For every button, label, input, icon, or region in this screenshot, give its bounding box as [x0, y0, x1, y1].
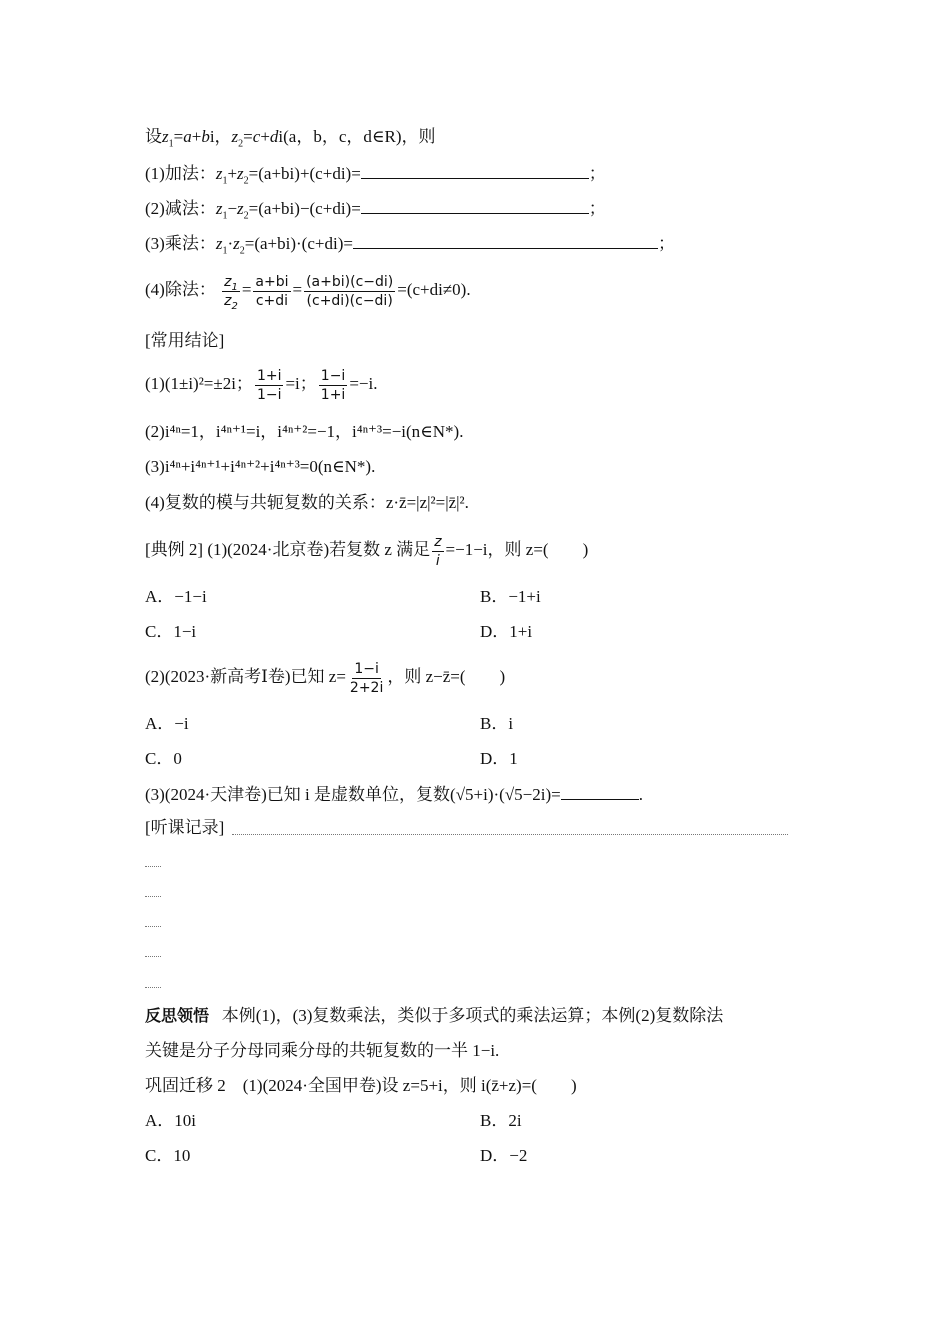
op-sub: (2)减法：$z_1-z_2=(a+bi)-(c+di)=$ ； — [145, 199, 606, 222]
q2-option-c[interactable]: C．0 — [145, 749, 182, 768]
notes-line[interactable] — [145, 987, 161, 988]
fraction-q1: $\frac{z}{i}$ — [434, 533, 442, 569]
c1-r1: =i； — [285, 374, 317, 393]
q2-option-a[interactable]: A．−i — [145, 714, 189, 733]
practice-option-b[interactable]: B．2i — [480, 1111, 522, 1130]
answer-blank[interactable] — [361, 197, 589, 214]
fraction-div-2: $\frac{(a+bi)(c-di)}{(c+di)(c-di)}$ — [306, 273, 394, 309]
q1-tail: =−1−i，则 z=( ) — [445, 540, 589, 559]
intro-setup: (a，b，c，d∈R)，则 — [283, 127, 436, 146]
notes-line[interactable] — [145, 896, 161, 897]
reflection-text-1: 本例(1)，(3)复数乘法，类似于多项式的乘法运算；本例(2)复数除法 — [221, 1006, 724, 1025]
c1-label: (1)(1±i)²=±2i； — [145, 374, 253, 393]
notes-line[interactable] — [145, 866, 161, 867]
q1-option-d[interactable]: D．1+i — [480, 622, 533, 641]
fraction-z1-z2: $\frac{z_1}{z_2}$ — [224, 273, 238, 312]
notes-line[interactable] — [232, 834, 788, 835]
q2-option-b[interactable]: B．i — [480, 714, 514, 733]
q3-tail: . — [638, 785, 643, 804]
fraction-c1-b: $\frac{1-i}{1+i}$ — [320, 367, 346, 403]
op-mul-expr: =(a+bi)·(c+di)= — [244, 234, 353, 253]
intro-lead: 设 — [145, 127, 162, 146]
fraction-q2: $\frac{1-i}{2+2i}$ — [349, 660, 384, 696]
conclusion-3: (3)i⁴ⁿ+i⁴ⁿ⁺¹+i⁴ⁿ⁺²+i⁴ⁿ⁺³=0(n∈N*). — [145, 457, 376, 476]
notes-line[interactable] — [145, 956, 161, 957]
op-div-label: (4)除法： — [145, 280, 216, 299]
op-add-label: (1)加法： — [145, 164, 216, 183]
conclusion-1 — [145, 362, 377, 406]
notes-line[interactable] — [145, 926, 161, 927]
op-mul: (3)乘法：$z_1\cdot z_2=(a+bi)\cdot(c+di)=$ ； — [145, 234, 675, 257]
op-sub-expr: =(a+bi)−(c+di)= — [248, 199, 361, 218]
q1-option-a[interactable]: A．−1−i — [145, 587, 207, 606]
op-div-cond: =(c+di≠0). — [397, 280, 471, 299]
reflection-line-2: 关键是分子分母同乘分母的共轭复数的一半 1−i. — [145, 1041, 500, 1060]
fraction-div-1: $\frac{a+bi}{c+di}$ — [255, 273, 289, 309]
conclusion-4: (4)复数的模与共轭复数的关系：z·z̄=|z|²=|z̄|². — [145, 493, 469, 512]
q3-lead: (3)(2024·天津卷)已知 i 是虚数单位，复数(√5+i)·(√5−2i)= — [145, 785, 561, 804]
reflection-title: 反思领悟 — [145, 1006, 210, 1025]
q2-option-d[interactable]: D．1 — [480, 749, 518, 768]
c1-r2: =−i. — [349, 374, 378, 393]
op-mul-label: (3)乘法： — [145, 234, 216, 253]
op-add-expr: =(a+bi)+(c+di)= — [248, 164, 361, 183]
practice-q1: 巩固迁移 2 (1)(2024·全国甲卷)设 z=5+i，则 i(z̄+z)=( ) — [145, 1076, 577, 1095]
q2-lead: (2)(2023·新高考Ⅰ卷)已知 z= — [145, 667, 346, 686]
reflection-line-1 — [145, 1005, 723, 1027]
answer-blank[interactable] — [561, 783, 639, 800]
q1-lead: [典例 2] (1)(2024·北京卷)若复数 z 满足 — [145, 540, 431, 559]
intro-line: 设$z_1=a+bi$，$z_2=c+di(a$，b，c，d∈R)，则 — [145, 127, 436, 150]
example2-q3 — [145, 783, 643, 806]
fraction-c1-a: $\frac{1+i}{1-i}$ — [256, 367, 282, 403]
example2-q2 — [145, 655, 505, 699]
q1-option-b[interactable]: B．−1+i — [480, 587, 541, 606]
op-sub-label: (2)减法： — [145, 199, 216, 218]
q2-tail: ，则 z−z̄=( ) — [387, 667, 506, 686]
conclusion-2: (2)i⁴ⁿ=1，i⁴ⁿ⁺¹=i，i⁴ⁿ⁺²=−1，i⁴ⁿ⁺³=−i(n∈N*). — [145, 422, 464, 441]
practice-option-d[interactable]: D．−2 — [480, 1146, 528, 1165]
op-add: (1)加法：$z_1+z_2=(a+bi)+(c+di)=$ ； — [145, 164, 606, 187]
q1-option-c[interactable]: C．1−i — [145, 622, 197, 641]
practice-option-a[interactable]: A．10i — [145, 1111, 196, 1130]
practice-option-c[interactable]: C．10 — [145, 1146, 191, 1165]
conclusions-title: [常用结论] — [145, 331, 225, 350]
notes-title: [听课记录] — [145, 818, 225, 837]
answer-blank[interactable] — [353, 232, 658, 249]
example2-q1 — [145, 528, 588, 572]
op-div: (4)除法： $\frac{z_1}{z_2}$ = $\frac{a+bi}{c+di}$ = $\frac{(a+bi)(c-di)}{(c+di)(c-di)}$ =(c+di≠0). — [145, 273, 471, 312]
answer-blank[interactable] — [361, 162, 589, 179]
